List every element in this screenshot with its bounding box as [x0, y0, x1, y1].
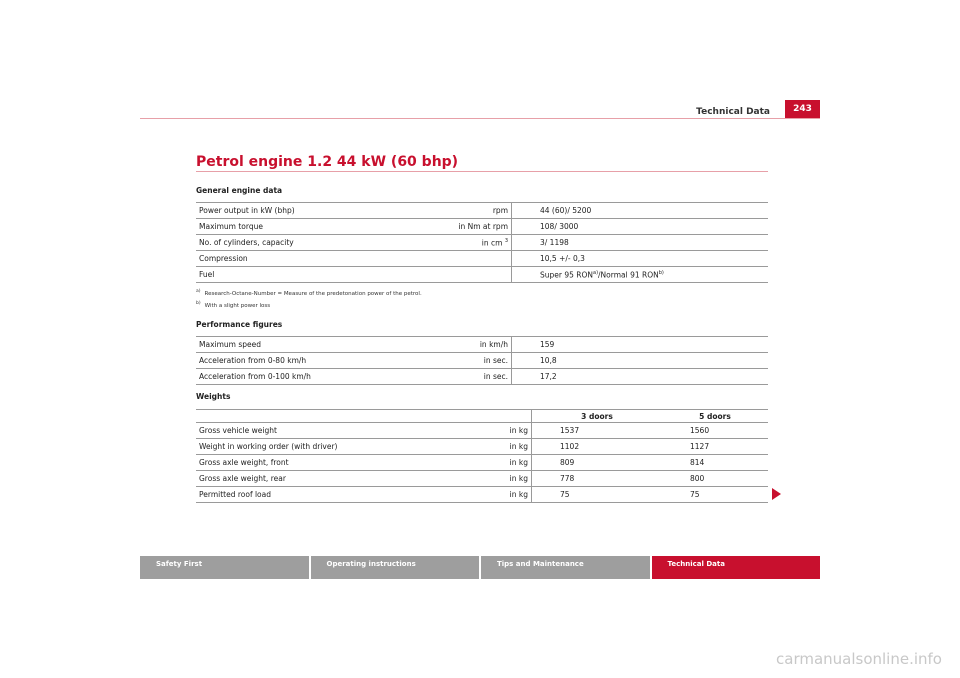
row-value-5-doors: 800 [662, 471, 768, 487]
next-page-arrow-icon[interactable] [772, 488, 781, 500]
column-header-3-doors: 3 doors [532, 410, 663, 423]
row-label: No. of cylinders, capacity [196, 235, 425, 251]
table-row [196, 267, 768, 283]
row-unit: in kg [425, 455, 532, 471]
row-unit [425, 251, 512, 267]
row-value-3-doors: 1102 [532, 439, 663, 455]
row-label: Weight in working order (with driver) [196, 439, 425, 455]
table-row [196, 455, 768, 471]
row-label: Maximum torque [196, 219, 425, 235]
row-label: Gross vehicle weight [196, 423, 425, 439]
row-unit: in kg [425, 423, 532, 439]
row-label: Acceleration from 0-80 km/h [196, 353, 425, 369]
nav-tab-safety-first[interactable]: Safety First [140, 556, 309, 579]
section-heading-general: General engine data [196, 186, 283, 195]
footnote-ref-b: b) [658, 269, 664, 276]
row-unit: in sec. [425, 369, 512, 385]
row-label: Compression [196, 251, 425, 267]
table-row [196, 487, 768, 503]
row-label: Gross axle weight, front [196, 455, 425, 471]
row-value: 17,2 [512, 369, 769, 385]
unit-text: in cm [481, 238, 503, 248]
row-label: Power output in kW (bhp) [196, 203, 425, 219]
row-value: 10,5 +/- 0,3 [512, 251, 769, 267]
unit-superscript: 3 [504, 237, 508, 244]
footnote-text: With a slight power loss [204, 302, 271, 309]
column-header-5-doors: 5 doors [662, 410, 768, 423]
nav-tab-technical-data[interactable]: Technical Data [652, 556, 821, 579]
general-engine-table [196, 202, 768, 283]
row-value: 10,8 [512, 353, 769, 369]
row-value-5-doors: 1560 [662, 423, 768, 439]
header-title: Technical Data [696, 107, 770, 117]
table-row [196, 203, 768, 219]
watermark: carmanualsonline.info [776, 650, 942, 668]
section-nav [140, 556, 820, 579]
row-unit [425, 235, 512, 251]
row-unit [425, 267, 512, 283]
row-unit: in kg [425, 471, 532, 487]
table-header-row [196, 410, 768, 423]
row-value-3-doors: 778 [532, 471, 663, 487]
row-value-3-doors: 75 [532, 487, 663, 503]
row-label: Gross axle weight, rear [196, 471, 425, 487]
page-title: Petrol engine 1.2 44 kW (60 bhp) [196, 154, 459, 170]
row-value: 44 (60)/ 5200 [512, 203, 769, 219]
row-unit: in kg [425, 487, 532, 503]
page-number: 243 [785, 100, 820, 119]
row-label: Fuel [196, 267, 425, 283]
section-heading-performance: Performance figures [196, 320, 283, 329]
title-divider [196, 171, 768, 172]
row-value-5-doors: 814 [662, 455, 768, 471]
performance-table [196, 336, 768, 385]
footnote-text: Research-Octane-Number = Measure of the predetonation power of the petrol. [204, 290, 422, 297]
footnotes [196, 287, 422, 311]
nav-tab-operating-instructions[interactable]: Operating instructions [311, 556, 480, 579]
header-blank [196, 410, 532, 423]
row-value: 3/ 1198 [512, 235, 769, 251]
row-label: Permitted roof load [196, 487, 425, 503]
table-row [196, 439, 768, 455]
table-row [196, 251, 768, 267]
fuel-normal: /Normal 91 RON [598, 270, 659, 280]
row-unit: in km/h [425, 337, 512, 353]
row-unit: in sec. [425, 353, 512, 369]
weights-table [196, 409, 768, 503]
table-row [196, 353, 768, 369]
footnote-a [196, 287, 422, 299]
footnote-ref-a: a) [593, 269, 599, 276]
table-row [196, 337, 768, 353]
row-value-3-doors: 1537 [532, 423, 663, 439]
row-value: 108/ 3000 [512, 219, 769, 235]
header-divider [140, 118, 820, 119]
table-row [196, 369, 768, 385]
section-heading-weights: Weights [196, 392, 231, 401]
row-value: 159 [512, 337, 769, 353]
row-label: Acceleration from 0-100 km/h [196, 369, 425, 385]
footnote-mark: b) [196, 300, 201, 306]
fuel-super: Super 95 RON [540, 270, 594, 280]
table-row [196, 423, 768, 439]
row-value [512, 267, 769, 283]
footnote-mark: a) [196, 289, 201, 294]
row-unit: in kg [425, 439, 532, 455]
row-value-5-doors: 1127 [662, 439, 768, 455]
table-row [196, 219, 768, 235]
table-row [196, 235, 768, 251]
row-value-3-doors: 809 [532, 455, 663, 471]
footnote-b [196, 299, 422, 311]
row-unit: in Nm at rpm [425, 219, 512, 235]
row-label: Maximum speed [196, 337, 425, 353]
table-row [196, 471, 768, 487]
row-value-5-doors: 75 [662, 487, 768, 503]
nav-tab-tips-and-maintenance[interactable]: Tips and Maintenance [481, 556, 650, 579]
row-unit: rpm [425, 203, 512, 219]
